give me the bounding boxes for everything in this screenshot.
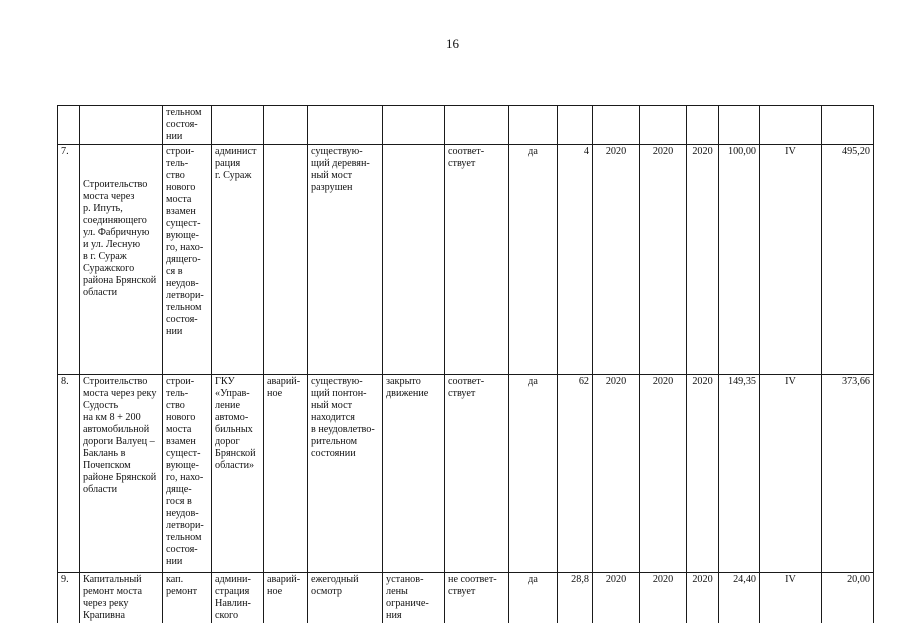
objects-table [57,105,874,623]
cell-condition: существую- щий понтон- ный мост находится в неудовлетво- рительном состоянии [308,375,383,573]
cell-total: 20,00 [822,573,874,624]
cell-yes-no: да [509,573,558,624]
cell-number: 9. [58,573,80,624]
cell-year-2: 2020 [640,145,687,375]
cell-yes-no: да [509,145,558,375]
cell-category [760,106,822,145]
cell-year-2: 2020 [640,573,687,624]
cell-cost: 100,00 [719,145,760,375]
cell-urgency: аварий- ное [264,573,308,624]
cell-category: IV [760,573,822,624]
cell-urgency [264,145,308,375]
cell-total [822,106,874,145]
cell-restriction [383,145,445,375]
cell-total: 373,66 [822,375,874,573]
cell-object-name [80,106,163,145]
cell-yes-no: да [509,375,558,573]
cell-compliance: соответ- ствует [445,375,509,573]
cell-urgency: аварий- ное [264,375,308,573]
cell-compliance: не соответ- ствует [445,573,509,624]
cell-customer: ГКУ «Управ- ление автомо- бильных дорог Брянской области» [212,375,264,573]
page-number: 16 [446,36,459,51]
cell-customer [212,106,264,145]
cell-work-type: тельном состоя- нии [163,106,212,145]
cell-yes-no [509,106,558,145]
cell-year-1 [593,106,640,145]
cell-cost: 24,40 [719,573,760,624]
cell-condition: существую- щий деревян- ный мост разрушен [308,145,383,375]
table-row [58,106,874,145]
cell-restriction: закрыто движение [383,375,445,573]
table-row [58,375,874,573]
cell-restriction [383,106,445,145]
cell-year-1: 2020 [593,375,640,573]
cell-number [58,106,80,145]
cell-number: 8. [58,375,80,573]
cell-object-name: Строительство моста через р. Ипуть, соединяющего ул. Фабричную и ул. Лесную в г. Сураж Суражского района Брянской области [80,145,163,375]
cell-year-1: 2020 [593,573,640,624]
cell-year-3: 2020 [687,375,719,573]
cell-length: 28,8 [558,573,593,624]
cell-condition [308,106,383,145]
cell-condition: ежегодный осмотр [308,573,383,624]
table-row [58,573,874,624]
cell-year-2: 2020 [640,375,687,573]
cell-year-3: 2020 [687,145,719,375]
cell-year-2 [640,106,687,145]
cell-compliance [445,106,509,145]
cell-compliance: соответ- ствует [445,145,509,375]
cell-cost: 149,35 [719,375,760,573]
cell-object-name: Строительство моста через реку Судость на км 8 + 200 автомобильной дороги Валуец – Баклань в Почепском районе Брянской области [80,375,163,573]
cell-number: 7. [58,145,80,375]
cell-total: 495,20 [822,145,874,375]
cell-customer: админи- страция Навлин- ского [212,573,264,624]
cell-cost [719,106,760,145]
cell-work-type: строи- тель- ство нового моста взамен сущест- вующе- го, нахо- дящего- ся в неудов- летвори- тельном состоя- нии [163,145,212,375]
cell-length: 4 [558,145,593,375]
cell-object-name: Капитальный ремонт моста через реку Крапивна [80,573,163,624]
cell-year-1: 2020 [593,145,640,375]
cell-work-type: кап. ремонт [163,573,212,624]
cell-customer: админист рация г. Сураж [212,145,264,375]
cell-length [558,106,593,145]
cell-urgency [264,106,308,145]
cell-work-type: строи- тель- ство нового моста взамен сущест- вующе- го, нахо- дяще- гося в неудов- летвори- тельном состоя- нии [163,375,212,573]
cell-length: 62 [558,375,593,573]
cell-restriction: установ- лены ограниче- ния [383,573,445,624]
cell-year-3: 2020 [687,573,719,624]
table-row [58,145,874,375]
cell-year-3 [687,106,719,145]
cell-category: IV [760,375,822,573]
cell-category: IV [760,145,822,375]
